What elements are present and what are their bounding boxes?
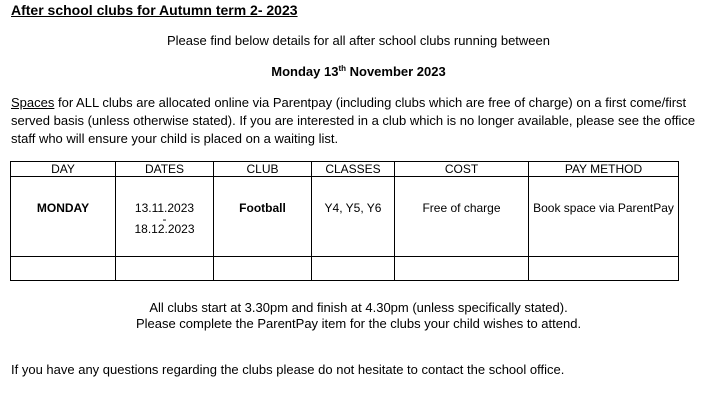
table-row <box>11 177 679 257</box>
date-start: 13.11.2023 <box>134 201 195 215</box>
header-dates: DATES <box>116 162 214 177</box>
parentpay-note: Please complete the ParentPay item for the clubs your child wishes to attend. <box>135 316 582 331</box>
intro-text: Please find below details for all after school clubs running between <box>166 33 550 48</box>
cell-day: MONDAY <box>11 177 116 257</box>
cell-classes: Y4, Y5, Y6 <box>312 177 395 257</box>
empty-cell <box>214 257 312 281</box>
header-pay-method: PAY METHOD <box>529 162 679 177</box>
date-end: 18.12.2023 <box>134 222 195 236</box>
contact-note: If you have any questions regarding the clubs please do not hesitate to contact the school office. <box>11 362 565 377</box>
cell-dates <box>116 177 214 257</box>
spaces-word: Spaces <box>11 95 55 110</box>
header-day: DAY <box>11 162 116 177</box>
empty-cell <box>11 257 116 281</box>
cell-club: Football <box>214 177 312 257</box>
timing-note: All clubs start at 3.30pm and finish at 4.30pm (unless specifically stated). <box>149 300 568 315</box>
cell-pay-method: Book space via ParentPay <box>529 177 679 257</box>
table-header-row <box>11 162 679 177</box>
start-date <box>0 64 717 79</box>
allocation-text: for ALL clubs are allocated online via Parentpay (including clubs which are free of charge) on a first come/first served basis (unless otherwise stated). If you are interested in a club which is no longer available, please see the office staff who will ensure your child is placed on a waiting list. <box>11 95 696 146</box>
empty-cell <box>529 257 679 281</box>
header-cost: COST <box>395 162 529 177</box>
start-date-prefix: Monday 13 <box>271 64 339 79</box>
empty-cell <box>116 257 214 281</box>
document-title: After school clubs for Autumn term 2- 2023 <box>11 2 298 18</box>
header-classes: CLASSES <box>312 162 395 177</box>
allocation-paragraph <box>11 94 711 148</box>
table-row-empty <box>11 257 679 281</box>
header-club: CLUB <box>214 162 312 177</box>
empty-cell <box>395 257 529 281</box>
cell-cost: Free of charge <box>395 177 529 257</box>
clubs-table <box>10 161 679 281</box>
date-separator: - <box>162 215 167 223</box>
empty-cell <box>312 257 395 281</box>
start-date-rest: November 2023 <box>346 64 446 79</box>
start-date-ordinal: th <box>338 64 346 73</box>
